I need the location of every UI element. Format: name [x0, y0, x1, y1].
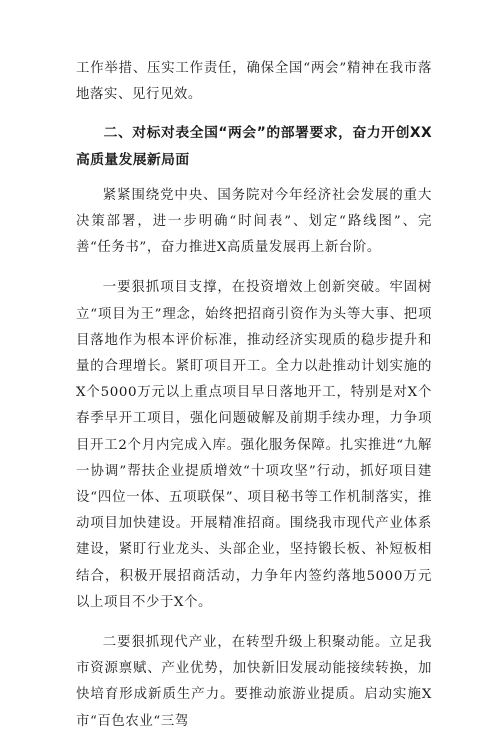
paragraph-continuation: 工作举措、压实工作责任，确保全国“两会”精神在我市落地落实、见行见效。: [76, 61, 432, 103]
paragraph-item-two: 二要狠抓现代产业，在转型升级上积聚动能。立足我市资源禀赋、产业优势，加快新旧发展动能接续转换，加快培育形成新质生产力。要推动旅游业提质。启动实施X市“百色农业“三驾: [76, 635, 432, 729]
paragraph-item-one: 一要狠抓项目支撑，在投资增效上创新突破。牢固树立“项目为王”理念，始终把招商引资作为头等大事、把项目落地作为根本评价标准，推动经济实现质的稳步提升和量的合理增长。紧盯项目开工。全力以赴推动计划实施的X个5000万元以上重点项目早日落地开工，特别是对X个春季早开工项目，强化问题破解及前期手续办理，力争项目开工2个月内完成入库。强化服务保障。扎实推进“九解一协调”帮扶企业提质增效“十项攻坚”行动，抓好项目建设“四位一体、五项联保”、项目秘书等工作机制落实，推动项目加快建设。开展精准招商。围绕我市现代产业体系建设，紧盯行业龙头、头部企业，坚持锻长板、补短板相结合，积极开展招商活动，力争年内签约落地5000万元以上项目不少于X个。: [76, 280, 432, 610]
section-heading: 二、对标对表全国“两会”的部署要求，奋力开创XX高质量发展新局面: [76, 125, 432, 168]
paragraph-intro: 紧紧围绕党中央、国务院对今年经济社会发展的重大决策部署，进一步明确“时间表”、划定“路线图”、完善“任务书”，奋力推进X高质量发展再上新台阶。: [76, 187, 432, 256]
document-page: [76, 56, 432, 735]
